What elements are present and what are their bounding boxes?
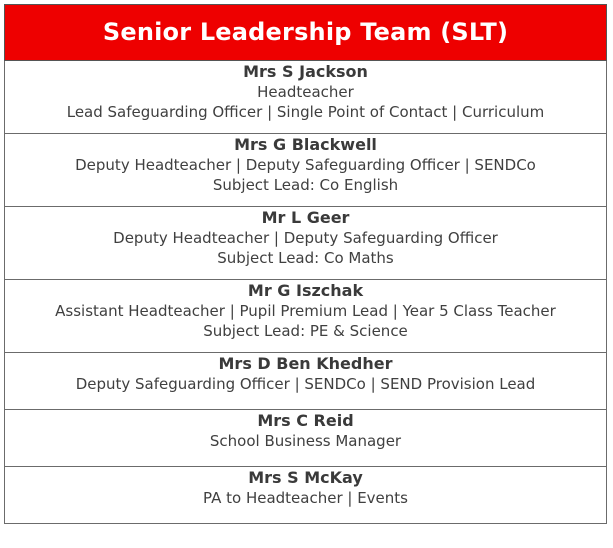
- member-row: [5, 353, 607, 410]
- member-cell-blackwell: [5, 134, 607, 207]
- member-cell-iszchak: [5, 280, 607, 353]
- member-cell-mckay: [5, 467, 607, 524]
- page-title: Senior Leadership Team (SLT): [102, 18, 509, 46]
- header-row: [5, 5, 607, 61]
- member-role-line: Headteacher: [257, 83, 354, 101]
- member-row: [5, 61, 607, 134]
- slt-table: [4, 4, 607, 524]
- member-cell-geer: [5, 207, 607, 280]
- member-role-line: Subject Lead: Co English: [212, 176, 399, 194]
- member-cell-ben-khedher: [5, 353, 607, 410]
- member-role-line: Subject Lead: Co Maths: [217, 249, 394, 267]
- member-role-line: Lead Safeguarding Officer | Single Point of Contact | Curriculum: [66, 103, 545, 121]
- member-role-line: PA to Headteacher | Events: [203, 489, 408, 507]
- member-role-line: Subject Lead: PE & Science: [203, 322, 408, 340]
- member-name: Mrs S McKay: [248, 468, 363, 487]
- member-name: Mr G Iszchak: [247, 281, 364, 300]
- member-name: Mrs D Ben Khedher: [218, 354, 393, 373]
- member-role-line: Assistant Headteacher | Pupil Premium Lead | Year 5 Class Teacher: [55, 302, 556, 320]
- member-cell-reid: [5, 410, 607, 467]
- member-name: Mrs C Reid: [257, 411, 354, 430]
- member-name: Mrs S Jackson: [243, 62, 368, 81]
- member-cell-jackson: [5, 61, 607, 134]
- member-name: Mrs G Blackwell: [234, 135, 377, 154]
- member-row: [5, 207, 607, 280]
- member-row: [5, 134, 607, 207]
- member-row: [5, 280, 607, 353]
- member-role-line: Deputy Safeguarding Officer | SENDCo | SEND Provision Lead: [75, 375, 536, 393]
- member-name: Mr L Geer: [261, 208, 350, 227]
- member-role-line: Deputy Headteacher | Deputy Safeguarding Officer: [113, 229, 498, 247]
- header-cell: [5, 5, 607, 61]
- member-row: [5, 410, 607, 467]
- member-row: [5, 467, 607, 524]
- member-role-line: School Business Manager: [209, 432, 402, 450]
- member-role-line: Deputy Headteacher | Deputy Safeguarding Officer | SENDCo: [75, 156, 536, 174]
